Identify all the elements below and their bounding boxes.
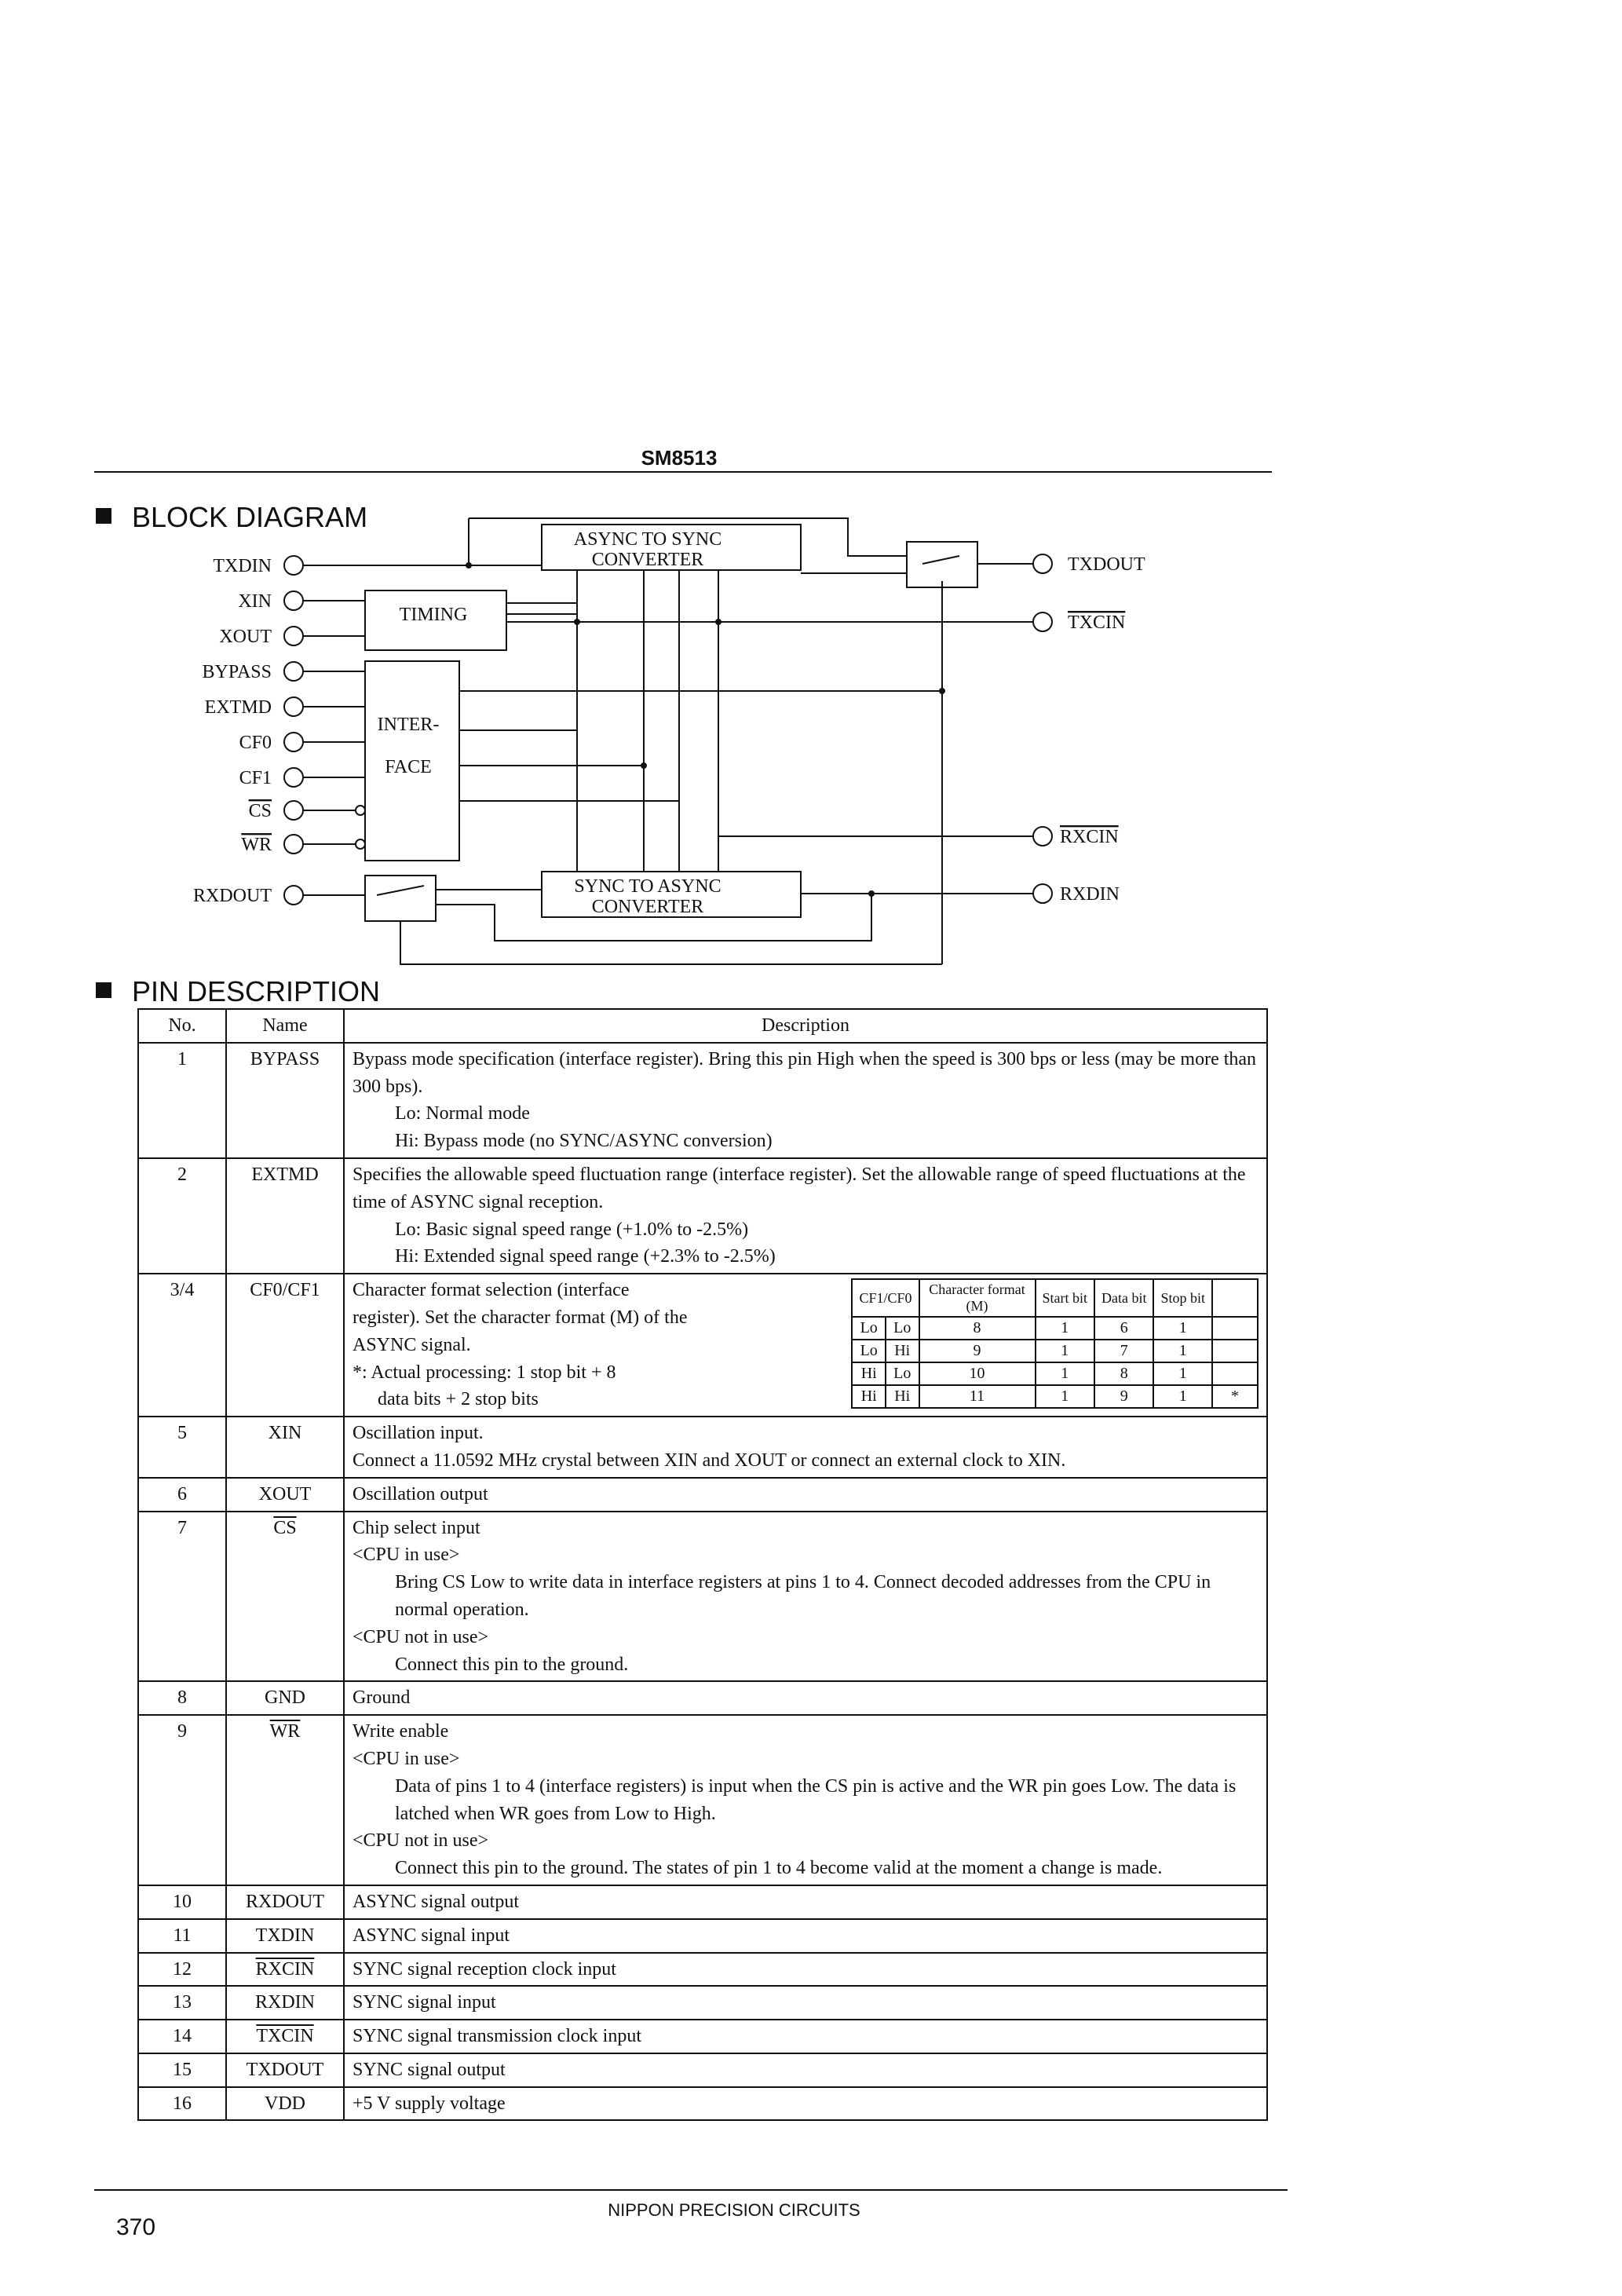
pin-name: CF0/CF1 (226, 1274, 344, 1417)
pin-name: BYPASS (226, 1043, 344, 1158)
desc-line: <CPU not in use> (353, 1626, 489, 1647)
pin-no: 8 (138, 1681, 226, 1715)
desc-sub: Data of pins 1 to 4 (interface registers) is input when the CS pin is active and the WR pin goes Low. The data is latched when WR goes from Low to High. (395, 1775, 1237, 1824)
cf-header: CF1/CF0 (852, 1279, 919, 1316)
pin-no: 6 (138, 1478, 226, 1512)
pin-name: $\overline{CS}$ (226, 1512, 344, 1682)
cf-cell: Lo (852, 1340, 886, 1362)
cf-cell: 8 (1094, 1362, 1153, 1385)
pin-label-cf1: CF1 (239, 768, 272, 788)
pin-name: TXCIN (226, 2020, 344, 2053)
pin-txdout-icon (1033, 554, 1052, 573)
cf-cell: 1 (1153, 1362, 1212, 1385)
cf-cell: Hi (886, 1340, 919, 1362)
pin-description-table (137, 1008, 1268, 2121)
desc-note: *: Actual processing: 1 stop bit + 8 (353, 1362, 616, 1383)
pin-label-xin: XIN (238, 591, 272, 612)
cf-cell: 10 (919, 1362, 1036, 1385)
pin-label-cf0: CF0 (239, 733, 272, 753)
pin-desc: SYNC signal output (344, 2053, 1267, 2087)
pin-name: XIN (226, 1417, 344, 1478)
pin-desc: Ground (344, 1681, 1267, 1715)
col-header-name: Name (226, 1009, 344, 1043)
cf-cell: 9 (1094, 1385, 1153, 1408)
pin-name: XOUT (226, 1478, 344, 1512)
cf-header: Start bit (1036, 1279, 1095, 1316)
pin-label-extmd: EXTMD (204, 697, 272, 718)
pin-name: EXTMD (226, 1158, 344, 1274)
pin-xin-icon (284, 591, 303, 610)
rx-switch-box (365, 876, 436, 921)
async-to-sync-label-1: ASYNC TO SYNC (573, 529, 722, 550)
pin-rxcin-icon (1033, 827, 1052, 846)
pin-name: VDD (226, 2087, 344, 2121)
cf-cell: Hi (852, 1362, 886, 1385)
cf-cell: 1 (1153, 1340, 1212, 1362)
tx-switch-box (907, 542, 977, 587)
desc-sub: Bring CS Low to write data in interface registers at pins 1 to 4. Connect decoded addresses from the CPU in normal operation. (395, 1572, 1211, 1620)
cf-cell: 1 (1153, 1385, 1212, 1408)
pin-no: 14 (138, 2020, 226, 2053)
pin-txcin-icon (1033, 612, 1052, 631)
table-row (138, 1043, 1267, 1158)
cf-row (852, 1362, 1258, 1385)
table-header-row (138, 1009, 1267, 1043)
pin-label-wr: WR (241, 835, 272, 855)
desc-line: Write enable (353, 1721, 449, 1742)
cf-header: Data bit (1094, 1279, 1153, 1316)
cf-cell: 1 (1036, 1340, 1095, 1362)
desc-line: Bypass mode specification (interface register). Bring this pin High when the speed is 300 bps or less (may be more than 300 bps). (353, 1048, 1257, 1097)
pin-desc (344, 1274, 1267, 1417)
pin-desc (344, 1158, 1267, 1274)
table-row (138, 1478, 1267, 1512)
pin-txdin-icon (284, 556, 303, 575)
desc-sub: Lo: Normal mode (395, 1103, 530, 1124)
pin-desc: SYNC signal transmission clock input (344, 2020, 1267, 2053)
pin-no: 2 (138, 1158, 226, 1274)
pin-bypass-icon (284, 662, 303, 681)
pin-cf1-icon (284, 768, 303, 787)
pin-no: 15 (138, 2053, 226, 2087)
pin-label-rxcin: RXCIN (1060, 827, 1119, 847)
cf-cell: 1 (1153, 1317, 1212, 1340)
interface-label-1: INTER- (377, 715, 440, 735)
pin-no: 9 (138, 1715, 226, 1885)
table-row (138, 1512, 1267, 1682)
col-header-description: Description (344, 1009, 1267, 1043)
cf-cell: Hi (852, 1385, 886, 1408)
pin-desc: SYNC signal input (344, 1986, 1267, 2020)
cf-cell (1212, 1340, 1258, 1362)
sync-to-async-label-1: SYNC TO ASYNC (574, 876, 721, 897)
pin-desc (344, 1417, 1267, 1478)
table-row (138, 1953, 1267, 1987)
header-title: SM8513 (641, 446, 718, 470)
company-name: NIPPON PRECISION CIRCUITS (608, 2200, 860, 2220)
cf-cell (1212, 1317, 1258, 1340)
cf-row (852, 1385, 1258, 1408)
table-row (138, 2053, 1267, 2087)
pin-label-xout: XOUT (219, 627, 272, 647)
character-format-table (851, 1278, 1259, 1408)
desc-sub: Connect this pin to the ground. (395, 1654, 629, 1675)
pin-name: TXDOUT (226, 2053, 344, 2087)
pin-wr-icon (284, 835, 303, 854)
block-diagram (0, 0, 1622, 974)
timing-label: TIMING (399, 605, 468, 625)
table-row (138, 1885, 1267, 1919)
pin-name: $\overline{WR}$ (226, 1715, 344, 1885)
desc-sub: Connect this pin to the ground. The states of pin 1 to 4 become valid at the moment a change is made. (395, 1858, 1163, 1879)
desc-line: <CPU in use> (353, 1748, 460, 1769)
desc-line: Specifies the allowable speed fluctuation range (interface register). Set the allowable range of speed fluctuations at the time of ASYNC signal reception. (353, 1164, 1246, 1212)
cf-cell: * (1212, 1385, 1258, 1408)
cf-cell: 9 (919, 1340, 1036, 1362)
cf-cell: Hi (886, 1385, 919, 1408)
pin-desc: Oscillation output (344, 1478, 1267, 1512)
cf-cell: 1 (1036, 1385, 1095, 1408)
pin-label-txcin: TXCIN (1068, 612, 1126, 633)
table-row (138, 2020, 1267, 2053)
pin-no: 12 (138, 1953, 226, 1987)
pin-xout-icon (284, 627, 303, 645)
pin-desc: ASYNC signal input (344, 1919, 1267, 1953)
pin-rxdin-icon (1033, 884, 1052, 903)
pin-no: 5 (138, 1417, 226, 1478)
table-row (138, 2087, 1267, 2121)
sync-to-async-label-2: CONVERTER (591, 897, 704, 917)
pin-label-cs: CS (248, 801, 272, 821)
pin-label-rxdout: RXDOUT (193, 886, 272, 906)
desc-line: Connect a 11.0592 MHz crystal between XIN and XOUT or connect an external clock to XIN. (353, 1450, 1066, 1471)
pin-name: RXDIN (226, 1986, 344, 2020)
cf-row (852, 1317, 1258, 1340)
desc-line: Chip select input (353, 1517, 480, 1538)
cf-cell: 1 (1036, 1317, 1095, 1340)
cf-header: Character format (M) (919, 1279, 1036, 1316)
pin-desc: SYNC signal reception clock input (344, 1953, 1267, 1987)
table-row (138, 1986, 1267, 2020)
pin-label-rxdin: RXDIN (1060, 884, 1120, 905)
pin-desc (344, 1715, 1267, 1885)
desc-line: Oscillation input. (353, 1423, 484, 1444)
pin-no: 11 (138, 1919, 226, 1953)
pin-no: 7 (138, 1512, 226, 1682)
desc-sub: Hi: Bypass mode (no SYNC/ASYNC conversion) (395, 1131, 773, 1152)
block-diagram-title: BLOCK DIAGRAM (132, 501, 368, 533)
table-row (138, 1417, 1267, 1478)
table-row (138, 1715, 1267, 1885)
pin-desc (344, 1043, 1267, 1158)
cf-row (852, 1340, 1258, 1362)
pin-extmd-icon (284, 697, 303, 716)
desc-note: data bits + 2 stop bits (378, 1389, 539, 1410)
pin-rxdout-icon (284, 886, 303, 905)
footer-rule (94, 2189, 1288, 2191)
pin-no: 3/4 (138, 1274, 226, 1417)
cf-cell (1212, 1362, 1258, 1385)
col-header-no: No. (138, 1009, 226, 1043)
pin-description-heading (96, 975, 380, 1008)
cf-cell: Lo (852, 1317, 886, 1340)
desc-sub: Hi: Extended signal speed range (+2.3% to -2.5%) (395, 1246, 776, 1267)
async-to-sync-label-2: CONVERTER (591, 550, 704, 570)
cf-cell: Lo (886, 1317, 919, 1340)
pin-name: TXDIN (226, 1919, 344, 1953)
pin-no: 10 (138, 1885, 226, 1919)
pin-name: GND (226, 1681, 344, 1715)
pin-cs-icon (284, 801, 303, 820)
pin-no: 16 (138, 2087, 226, 2121)
desc-line: <CPU in use> (353, 1545, 460, 1566)
pin-desc (344, 1512, 1267, 1682)
table-row (138, 1274, 1267, 1417)
pin-name: RXDOUT (226, 1885, 344, 1919)
pin-no: 13 (138, 1986, 226, 2020)
cf-cell: 6 (1094, 1317, 1153, 1340)
pin-name: RXCIN (226, 1953, 344, 1987)
cf-cell: 11 (919, 1385, 1036, 1408)
pin-label-bypass: BYPASS (202, 662, 272, 682)
cf-cell: 8 (919, 1317, 1036, 1340)
pin-desc: +5 V supply voltage (344, 2087, 1267, 2121)
page-number: 370 (116, 2214, 156, 2240)
pin-cf0-icon (284, 733, 303, 751)
desc-line: Character format selection (interface register). Set the character format (M) of the ASYNC signal. (353, 1280, 688, 1355)
pin-label-txdout: TXDOUT (1068, 554, 1145, 575)
cf-header (1212, 1279, 1258, 1316)
table-row (138, 1919, 1267, 1953)
pin-desc: ASYNC signal output (344, 1885, 1267, 1919)
bullet-square-icon (96, 982, 111, 998)
pin-description-title: PIN DESCRIPTION (132, 975, 381, 1007)
desc-sub: Lo: Basic signal speed range (+1.0% to -2.5%) (395, 1219, 749, 1240)
interface-label-2: FACE (385, 757, 432, 777)
cf-cell: Lo (886, 1362, 919, 1385)
table-row (138, 1158, 1267, 1274)
cf-cell: 7 (1094, 1340, 1153, 1362)
pin-no: 1 (138, 1043, 226, 1158)
desc-line: <CPU not in use> (353, 1830, 489, 1852)
cf-header: Stop bit (1153, 1279, 1212, 1316)
table-row (138, 1681, 1267, 1715)
cf-cell: 1 (1036, 1362, 1095, 1385)
pin-label-txdin: TXDIN (213, 556, 272, 576)
